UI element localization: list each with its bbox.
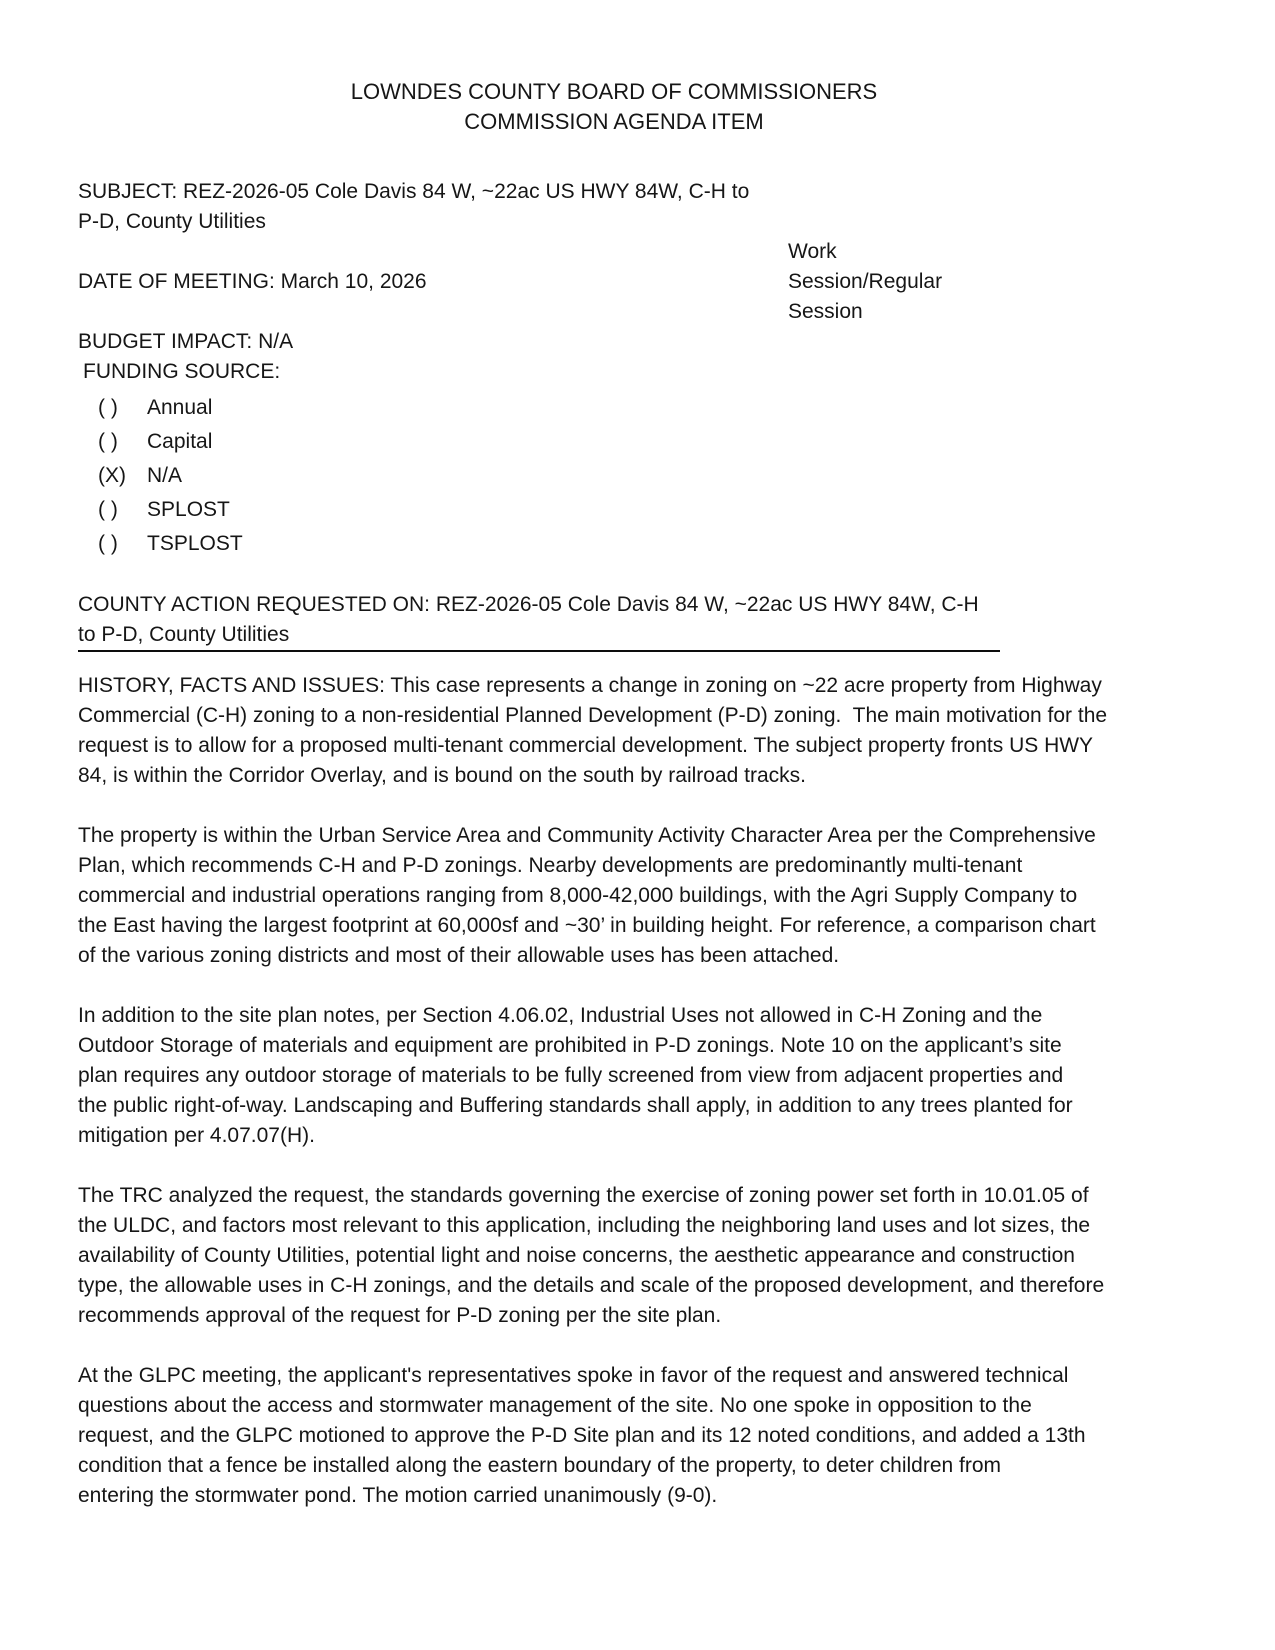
document-title [78,77,1150,137]
text-line: the ULDC, and factors most relevant to this application, including the neighboring land uses and lot sizes, the [78,1214,1091,1237]
text-line: 84, is within the Corridor Overlay, and is bound on the south by railroad tracks. [78,764,806,787]
body-paragraph [78,821,1195,971]
funding-option-row [78,425,1195,459]
text-line: condition that a fence be installed along the eastern boundary of the property, to deter children from [78,1454,1002,1477]
text-line: the public right-of-way. Landscaping and Buffering standards shall apply, in addition to any trees planted for [78,1094,1073,1117]
funding-option-row [78,527,1195,561]
text-line: At the GLPC meeting, the applicant's representatives spoke in favor of the request and answered technical [78,1364,1069,1387]
text-line: request is to allow for a proposed multi-tenant commercial development. The subject property fronts US HWY [78,734,1094,757]
text-line: plan requires any outdoor storage of materials to be fully screened from view from adjacent properties and [78,1064,1064,1087]
text-line: In addition to the site plan notes, per Section 4.06.02, Industrial Uses not allowed in C-H Zoning and the [78,1004,1043,1027]
body-paragraph [78,1181,1195,1331]
text-line: The TRC analyzed the request, the standards governing the exercise of zoning power set forth in 10.01.05 of [78,1184,1089,1207]
subject-line-1: SUBJECT: REZ-2026-05 Cole Davis 84 W, ~22ac US HWY 84W, C-H to [78,180,750,203]
text-line: type, the allowable uses in C-H zonings, and the details and scale of the proposed development, and therefore [78,1274,1105,1297]
meeting-date-field: DATE OF MEETING: March 10, 2026 [78,270,427,293]
text-line: commercial and industrial operations ranging from 8,000-42,000 buildings, with the Agri Supply Company to [78,884,1078,907]
document-title-line-1: LOWNDES COUNTY BOARD OF COMMISSIONERS [350,79,878,104]
session-type-line-1: Work [788,240,837,263]
county-action-field [78,590,1195,650]
body-paragraph [78,1001,1195,1151]
funding-option-label: N/A [147,464,183,487]
text-line: recommends approval of the request for P-D zoning per the site plan. [78,1304,722,1327]
budget-impact-field: BUDGET IMPACT: N/A [78,330,294,353]
checkbox-marker: ( ) [98,498,118,521]
text-line: Outdoor Storage of materials and equipment are prohibited in P-D zonings. Note 10 on the applicant’s site [78,1034,1062,1057]
body-paragraph [78,671,1195,791]
funding-option-label: Capital [147,430,213,453]
text-line: The property is within the Urban Service Area and Community Activity Character Area per the Comprehensive [78,824,1096,847]
session-type-line-2: Session/Regular [788,270,943,293]
subject-field [78,177,1195,237]
checkbox-marker: ( ) [98,430,118,453]
checkbox-marker: (X) [98,464,126,487]
funding-option-label: TSPLOST [147,532,243,555]
text-line: entering the stormwater pond. The motion carried unanimously (9-0). [78,1484,718,1507]
text-line: availability of County Utilities, potential light and noise concerns, the aesthetic appearance and construction [78,1244,1075,1267]
funding-source-heading: FUNDING SOURCE: [83,360,281,383]
text-line: the East having the largest footprint at 60,000sf and ~30’ in building height. For reference, a comparison chart [78,914,1096,937]
history-facts-issues-section [78,671,1195,1511]
funding-option-row [78,391,1195,425]
county-action-line-2: to P-D, County Utilities [78,623,290,646]
blank-line [78,297,1195,327]
text-line: Plan, which recommends C-H and P-D zonings. Nearby developments are predominantly multi-tenant [78,854,1023,877]
text-line: HISTORY, FACTS AND ISSUES: This case represents a change in zoning on ~22 acre property from Highway [78,674,1102,697]
funding-option-label: Annual [147,396,213,419]
checkbox-marker: ( ) [98,396,118,419]
funding-option-row [78,459,1195,493]
session-type-line-3: Session [788,300,863,323]
funding-option-label: SPLOST [147,498,230,521]
session-type-note [788,237,988,327]
document-title-line-2: COMMISSION AGENDA ITEM [464,109,764,134]
body-paragraph [78,1361,1195,1511]
text-line: questions about the access and stormwater management of the site. No one spoke in opposition to the [78,1394,1032,1417]
funding-option-row [78,493,1195,527]
subject-line-2: P-D, County Utilities [78,210,266,233]
checkbox-marker: ( ) [98,532,118,555]
text-line: mitigation per 4.07.07(H). [78,1124,315,1147]
text-line: Commercial (C-H) zoning to a non-residential Planned Development (P-D) zoning. The main motivation for the [78,704,1108,727]
horizontal-rule [78,650,1000,652]
funding-options-list [78,391,1195,561]
text-line: request, and the GLPC motioned to approve the P-D Site plan and its 12 noted conditions, and added a 13th [78,1424,1086,1447]
county-action-line-1: COUNTY ACTION REQUESTED ON: REZ-2026-05 Cole Davis 84 W, ~22ac US HWY 84W, C-H [78,593,979,616]
text-line: of the various zoning districts and most of their allowable uses has been attached. [78,944,840,967]
